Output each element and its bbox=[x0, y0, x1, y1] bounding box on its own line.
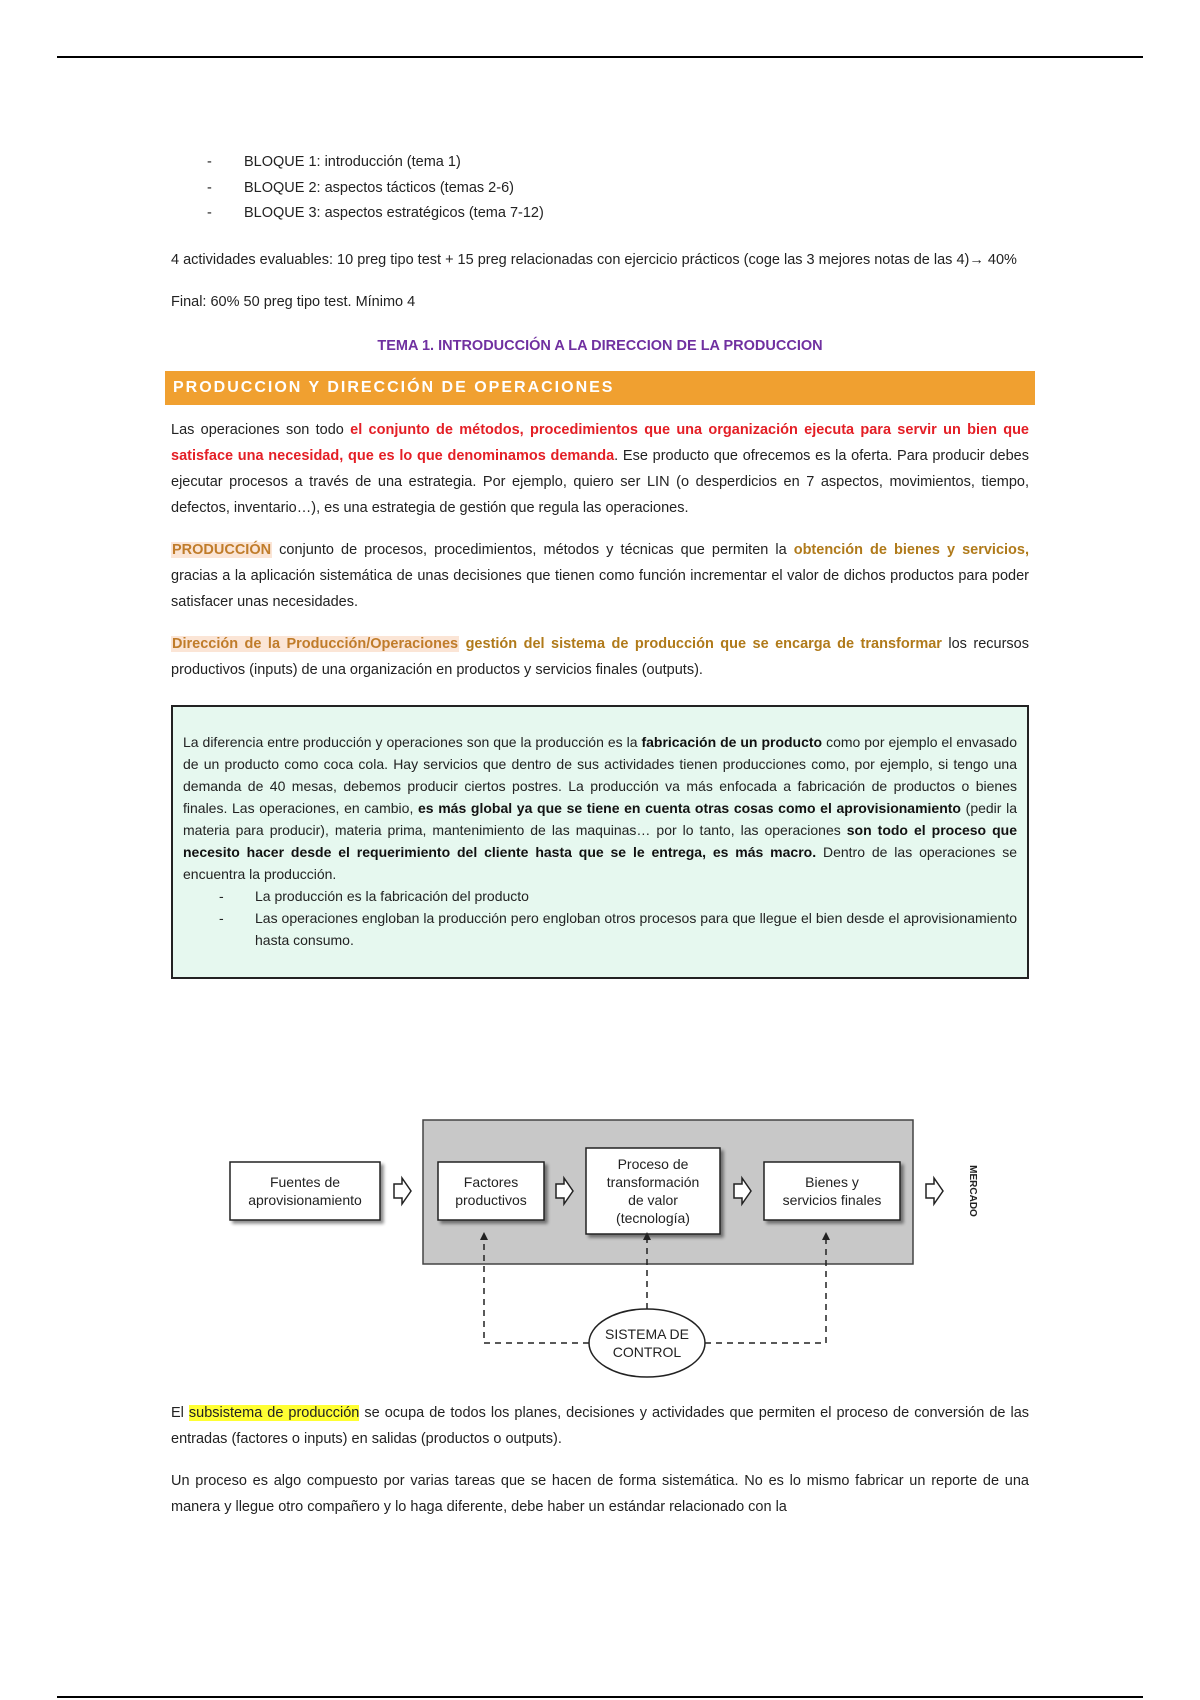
label-fuentes-2: aprovisionamiento bbox=[248, 1192, 362, 1208]
label-control-2: CONTROL bbox=[612, 1344, 682, 1360]
label-control-1: SISTEMA DE bbox=[604, 1326, 690, 1342]
bold-text: son todo el proceso que necesito hacer desde el requerimiento del cliente hasta que se le entrega, es más macro. bbox=[183, 821, 1018, 860]
term-highlight: PRODUCCIÓN bbox=[172, 541, 272, 558]
label-proceso-4: (tecnología) bbox=[616, 1210, 690, 1226]
section-header: PRODUCCION Y DIRECCIÓN DE OPERACIONES bbox=[165, 371, 1035, 405]
final-paragraph: Final: 60% 50 preg tipo test. Mínimo 4 bbox=[171, 293, 416, 310]
list-item: - BLOQUE 2: aspectos tácticos (temas 2-6) bbox=[171, 176, 1029, 202]
box-factores bbox=[438, 1162, 544, 1220]
label-bienes-1: Bienes y bbox=[805, 1174, 859, 1190]
bloques-list bbox=[171, 150, 1029, 227]
control-ellipse bbox=[589, 1309, 705, 1377]
production-system-diagram bbox=[0, 1100, 1200, 1400]
produccion-paragraph bbox=[171, 537, 1029, 615]
text-span: como por ejemplo el envasado de un producto como coca cola. Hay servicios que dentro de sus actividades tienen producciones como, por ejemplo, si tengo una demanda de 40 mesas, debemos producir ciertos postres. La producción va más enfocada a fabricación de productos o bienes finales. Las operaciones, en cambio, bbox=[183, 733, 1018, 816]
operaciones-paragraph bbox=[171, 417, 1029, 521]
document-body-continued bbox=[171, 1400, 1029, 1520]
label-proceso-1: Proceso de bbox=[617, 1156, 689, 1172]
direccion-paragraph bbox=[171, 631, 1029, 683]
flow-arrow-4 bbox=[926, 1178, 943, 1204]
label-factores-2: productivos bbox=[455, 1192, 527, 1208]
proceso-paragraph: Un proceso es algo compuesto por varias tareas que se hacen de forma sistemática. No es lo mismo fabricar un reporte de una manera y llegue otro compañero y lo haga diferente, debe haber un estándar relacionado con la bbox=[171, 1473, 1029, 1515]
subsistema-paragraph bbox=[171, 1400, 1029, 1452]
flow-arrow-1 bbox=[394, 1178, 411, 1204]
text-span: conjunto de procesos, procedimientos, métodos y técnicas que permiten la bbox=[272, 541, 794, 558]
top-rule bbox=[57, 56, 1143, 58]
list-item: - La producción es la fabricación del producto bbox=[183, 885, 1017, 907]
bold-text: fabricación de un producto bbox=[641, 733, 823, 750]
list-item: - BLOQUE 1: introducción (tema 1) bbox=[171, 150, 1029, 176]
document-body bbox=[171, 150, 1029, 979]
tema-title: TEMA 1. INTRODUCCIÓN A LA DIRECCION DE LA PRODUCCION bbox=[377, 337, 823, 354]
note-box bbox=[171, 705, 1029, 979]
text-span: El bbox=[171, 1405, 189, 1421]
label-mercado: MERCADO bbox=[967, 1165, 978, 1217]
box-bienes bbox=[764, 1162, 900, 1220]
list-item: - BLOQUE 3: aspectos estratégicos (tema 7-12) bbox=[171, 201, 1029, 227]
label-proceso-3: de valor bbox=[628, 1192, 678, 1208]
text-span: . Ese producto que ofrecemos es la oferta. Para producir debes ejecutar procesos a través de una estrategia. Por ejemplo, quiero ser LIN (o desperdicios en 7 aspectos, movimientos, tiempo, defectos, inventario…), es una estrategia de gestión que regula las operaciones. bbox=[171, 447, 1029, 516]
emphasis-text: obtención de bienes y servicios, bbox=[793, 541, 1029, 558]
emphasis-text: gestión del sistema de producción que se encarga de transformar bbox=[465, 635, 942, 652]
label-proceso-2: transformación bbox=[606, 1174, 700, 1190]
text-span: Las operaciones son todo bbox=[171, 421, 351, 438]
label-fuentes-1: Fuentes de bbox=[269, 1174, 341, 1190]
label-factores-1: Factores bbox=[463, 1174, 519, 1190]
text-span: Dentro de las operaciones se encuentra la producción. bbox=[183, 843, 1017, 882]
term-highlight: Dirección de la Producción/Operaciones bbox=[172, 635, 459, 652]
text-span: los recursos productivos (inputs) de una organización en productos y servicios finales (outputs). bbox=[171, 635, 1029, 678]
actividades-paragraph: 4 actividades evaluables: 10 preg tipo test + 15 preg relacionadas con ejercicio prácticos (coge las 3 mejores notas de las 4)→ 40% bbox=[171, 251, 1017, 268]
note-paragraph bbox=[183, 731, 1017, 885]
note-list bbox=[183, 885, 1017, 951]
label-bienes-2: servicios finales bbox=[782, 1192, 882, 1208]
bold-text: es más global ya que se tiene en cuenta otras cosas como el aprovisionamiento bbox=[418, 799, 961, 816]
text-span: (pedir la materia para producir), materia prima, mantenimiento de las maquinas… por lo tanto, las operaciones bbox=[183, 799, 1018, 838]
text-span: se ocupa de todos los planes, decisiones y actividades que permiten el proceso de conversión de las entradas (factores o inputs) en salidas (productos o outputs). bbox=[171, 1405, 1030, 1447]
bottom-rule bbox=[57, 1696, 1143, 1698]
term-highlight: subsistema de producción bbox=[188, 1405, 360, 1421]
list-item: - Las operaciones engloban la producción pero engloban otros procesos para que llegue el bien desde el aprovisionamiento hasta consumo. bbox=[183, 907, 1017, 951]
text-span: gracias a la aplicación sistemática de unas decisiones que tienen como función incrementar el valor de dichos productos para poder satisfacer unas necesidades. bbox=[171, 567, 1029, 610]
emphasis-text: el conjunto de métodos, procedimientos que una organización ejecuta para servir un bien que satisface una necesidad, que es lo que denominamos demanda bbox=[171, 421, 1029, 464]
text-span: La diferencia entre producción y operaciones son que la producción es la bbox=[183, 733, 642, 750]
box-fuentes bbox=[230, 1162, 380, 1220]
